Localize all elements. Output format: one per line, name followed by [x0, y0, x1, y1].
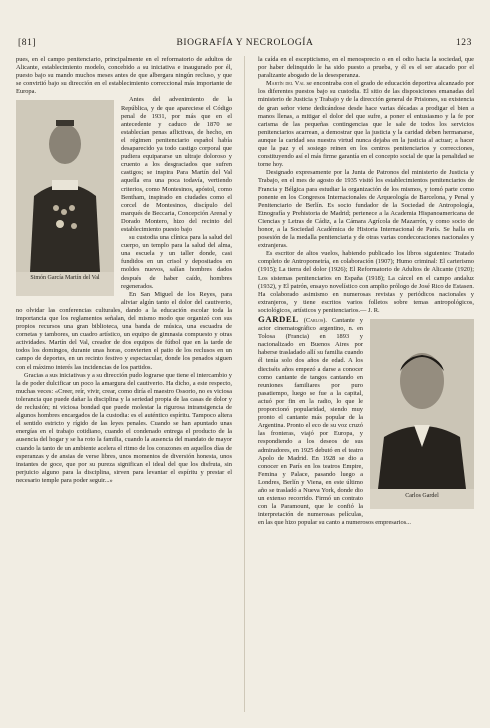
right-column: [258, 56, 474, 527]
left-paragraph-5: Gracias a sus iniciativas y a su dirección pudo lograrse que tiene el intercambio y la de poder dulcificar un poco la amargura del cautiverio. Ha dicho, a este respecto, muchas veces: «Creer, reír, vivir, crear, como diría el maestro Ossorio, no es viciosa tolerancia que puede dañar la disciplina y la seriedad propia de las casas de dolor y de reclusión; ni viciosa bondad que puede molestar la rigurosa intransigencia de algunos hombres encargados de la custodia: es el auténtico espíritu. Tampoco altera el sentido estricto y rígido de las leyes penales. Cuando se han apuntado unas energías en el trabajo cotidiano, cuando el condenado entrega el producto de la ausencia del hogar y se ha roto la familia, cuando la ausencia del mandato de mayor cuando la tanto de un ambiente acelera el ritmo de los corazones en aquellos días de esperanzas y de ansias de verse libres, unos momentos de diversión honesta, unos instantes de goce, que por su pureza significan el ideal del que los disfruta, sin perjuicio alguno para la disciplina, sirven para levantar el espíritu y prestar el necesario temple para poder seguir...»: [16, 371, 232, 484]
left-paragraph-3: su custodia una clínica para la salud del cuerpo, un templo para la salud del alma, una escuela y un taller donde, casi fundidos en un crisol y depositados en moldes nuevos, salían hombres dados después de haber caído, hombres regenerados.: [121, 234, 232, 290]
right-paragraph-5-text: . Cantante y actor cinematográfico argentino, n. en Tolosa (Francia) en 1893 y nacionalizado en Buenos Aires por haberse trasladado allí su familia cuando él tenía solo dos años de edad. A los dieciséis años empezó a darse a conocer como cantante de tangos cantando en reuniones familiares por puro pasatiempo, luego se fue a la capital, actuó por fin en la radio, lo que le proporcionó popularidad, siendo muy pronto el cantante más popular de la Argentina. Pronto el eco de su voz cruzó las fronteras, viajó por Europa, y respondiendo a los deseos de sus admiradores, en 1925 debutó en el teatro Apolo de Madrid. En 1928 se dio a conocer en París en los teatros Empire, Femina y Palace, pasando luego a Londres, Berlín y Viena, en este último año se trasladó a Nueva York, donde dio un extenso recorrido. Firmó un contrato con la Paramount, que le confió la interpretación de numerosas películas, en las que hizo popular su canto a numerosos empresarios...: [258, 317, 411, 527]
section-title: BIOGRAFÍA Y NECROLOGÍA: [176, 38, 314, 48]
portrait-caption: Simón García Martín del Val: [30, 275, 100, 282]
running-header: [18, 38, 472, 52]
right-paragraph-3-text: Designado expresamente por la Junta de Patronos del ministerio de Justicia y Trabajo, en el mes de agosto de 1935 visitó los establecimientos penitenciarios de Francia y Bélgica para estudiar la organización de los mismos, y tomó parte como ponente en los Congresos Internacionales de Arqueología de Barcelona, y Penal y Penitenciario de Berlín. Es socio fundador de la Sociedad de Antropología, Etnografía y Prehistoria de Madrid; pertenece a la Academia Hispanoamericana de Ciencias y Letras de Cádiz, a la Cámara Agrícola de Mazarrón, y como socio de honor, a la Sociedad Académica de Historia Internacional de París. Se halla en posesión de la medalla penitenciaria y de otras varias condecoraciones nacionales y extranjeras.: [258, 169, 474, 250]
portrait-martin-del-val: [16, 100, 114, 296]
left-paragraph-1: pues, en el campo penitenciario, principalmente en el reformatorio de adultos de Alicante, establecimiento modelo, concebido a su iniciativa e inaugurado por él, puesto bajo su mando muchos meses antes de que albergara ningún recluso, y que se convirtió bajo su dirección en el establecimiento correccional más importante de Europa.: [16, 56, 232, 96]
portrait-gardel: [370, 319, 474, 509]
column-gutter: [244, 56, 245, 712]
name-martin-del-val: Martín del Val: [266, 80, 305, 88]
gardel-caption: Carlos Gardel: [405, 493, 439, 499]
left-paragraph-2: Antes del advenimiento de la República, y de que apareciese el Código penal de 1931, por más que en el antecedente y caduco de 1870 se establecían penas aflictivas, de hecho, en el régimen penitenciario español había desaparecido ya todo castigo corporal que pudiera equipararse un ultraje doloroso y cruento a los desgraciados que sufren castigos; se inspira Para Martín del Val aquella era una poca todavía, vertiendo criterios, como Montesinos, apóstol, como Bentham, inspirado en ciudades como el corcel de Montesinos, discípulo del marqués de Beccaria, Concepción Arenal y Dorado Montero, hizo del recinto del establecimiento puesto bajo: [121, 96, 232, 233]
biography-heading-gardel-given: (Carlos): [303, 317, 326, 324]
right-paragraph-1: la caída en el escepticismo, en el menosprecio o en el odio hacia la sociedad, que por haber delinquido le ha sido puesto a prueba, y él es el ser atacado por el paralizante abogado de la desesperanza.: [258, 56, 474, 80]
right-paragraph-3: [258, 169, 474, 250]
right-paragraph-2-text: se encontraba con el grado de educación deportiva alcanzado por los diferentes puestos bajo su custodia. El sitio de las disposiciones emanadas del ministerio de Justicia y Trabajo y de la dirección general de Prisiones, su existencia de gran señor viene dedicándose desde hace varias décadas a prodigar el bien a manos llenas, a mitigar el dolor del que sufre, a poner el entusiasmo y la fe por carisma de las pequeñas contingencias que le sale de todos los servicios penitenciarios acarrean, a demostrar que la justicia y la caridad deben hermanarse, aunque la caridad sea nuestra virtud nunca dejaba en la justicia al actuar; a hacer que la paz y el sosiego reinen en los centros penitenciarios y correcciones, constituyendo así el más firme garantía en el concepto social de que la penalidad se torne hoy.: [258, 80, 474, 169]
right-paragraph-2: [258, 80, 474, 169]
page-number-right: 123: [455, 38, 472, 48]
portrait-gardel-image: [370, 319, 474, 489]
left-column: [16, 56, 232, 485]
biography-heading-gardel: GARDEL: [258, 314, 299, 324]
right-paragraph-4: Es escritor de altos vuelos, habiendo publicado los libros siguientes: Tratado completo de Antropometría, en colaboración (1907); Humo criminal: El carterismo (1915); La tierra del dolor (1926); El Reformatorio de Adultos de Alicante (1920); Los sistemas penitenciarios en España (1918); La cárcel en el campo andaluz (1932), y El patrón, ensayo novelístico con amplio prólogo de José Rico de Estasen. Ha colaborado asimismo en numerosas revistas y periódicos nacionales y extranjeros, y tiene escritos varios folletos sobre temas antropológicos, sociológicos, artísticos y penitenciarios.— J. R.: [258, 250, 474, 314]
portrait-image: [16, 100, 114, 272]
left-paragraph-4: En San Miguel de los Reyes, para aliviar algún tanto el dolor del cautiverio, no olvidar las conferencias culturales, dando a la educación escolar toda la importancia que los reglamentos señalan, del mismo modo que organizó con sus propios recursos una gran biblioteca, una banda de música, una escuadra de cornetas y tambores, un cuadro artístico, un equipo de gimnasia compuesto y otras actividades. Martín del Val, creador de dos equipos de fútbol que en la tarde de todos los domingos, durante unas horas, convierten el patio de los reclusos en un campo de deportes, en un recinto festivo y espectacular, donde los penados siguen con el máximo interés las incidencias de los partidos.: [16, 290, 232, 371]
page-number-left: [81]: [18, 38, 37, 48]
